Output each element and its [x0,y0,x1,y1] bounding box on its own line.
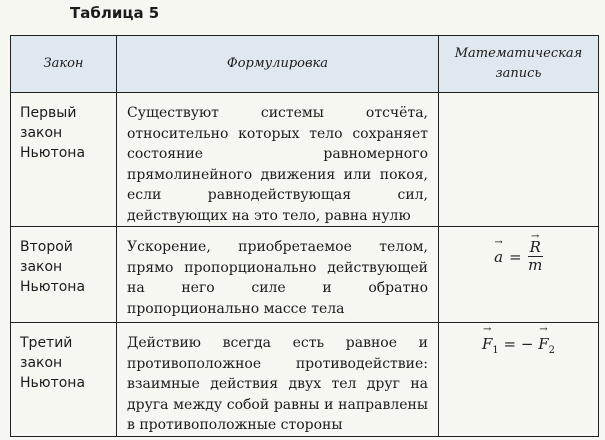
math-cell-empty [439,93,599,227]
fraction-numerator [528,239,543,257]
law-name-line: закон [20,125,63,141]
subscript-1: 1 [492,345,499,356]
vector-resultant-force: → R [530,239,541,256]
formulation-cell: Действию всегда есть равное и противоположное противодействие: взаимные действия двух тел друг на друга между собой равны и направлены в противоположные стороны [117,323,439,437]
table-row-first-law [11,93,599,227]
equals-minus: = − [503,335,534,353]
newton-laws-table [10,35,599,437]
math-cell-third-law [439,323,599,437]
law-name-line: Третий [20,335,73,351]
law-name-line: Первый [20,105,77,121]
vector-force-1: → F [482,335,492,353]
equals-sign: = [509,247,522,266]
vector-force-2: → F [538,335,548,353]
header-law: Закон [11,36,117,93]
second-law-formula [494,239,543,274]
header-formulation: Формулировка [117,36,439,93]
law-name-line: Ньютона [20,145,86,161]
law-name-line: закон [20,259,63,275]
math-cell-second-law [439,227,599,323]
third-law-formula [481,335,556,356]
formulation-cell: Ускорение, приобретаемое телом, прямо пропорционально действующей на него силе и обратно пропорционально массе тела [117,227,439,323]
law-name-line: Ньютона [20,279,86,295]
table-caption: Таблица 5 [70,4,160,22]
law-name-line: Ньютона [20,375,86,391]
table-row-second-law [11,227,599,323]
law-name-cell [11,93,117,227]
table-row-third-law [11,323,599,437]
law-name-cell [11,323,117,437]
law-name-line: Второй [20,239,73,255]
header-math-line1: Математическая [454,46,583,61]
formulation-cell: Существуют системы отсчёта, относительно которых тело сохраняет состояние равномерного прямолинейного движения или покоя, если равнодействующая сил, действующих на это тело, равна нулю [117,93,439,227]
subscript-2: 2 [548,345,556,356]
header-math-line2: запись [495,66,542,81]
fraction-denominator: m [528,256,543,274]
fraction [528,239,543,274]
header-math [439,36,599,93]
table-header-row [11,36,599,93]
law-name-line: закон [20,355,63,371]
vector-acceleration: → a [494,248,503,266]
law-name-cell [11,227,117,323]
